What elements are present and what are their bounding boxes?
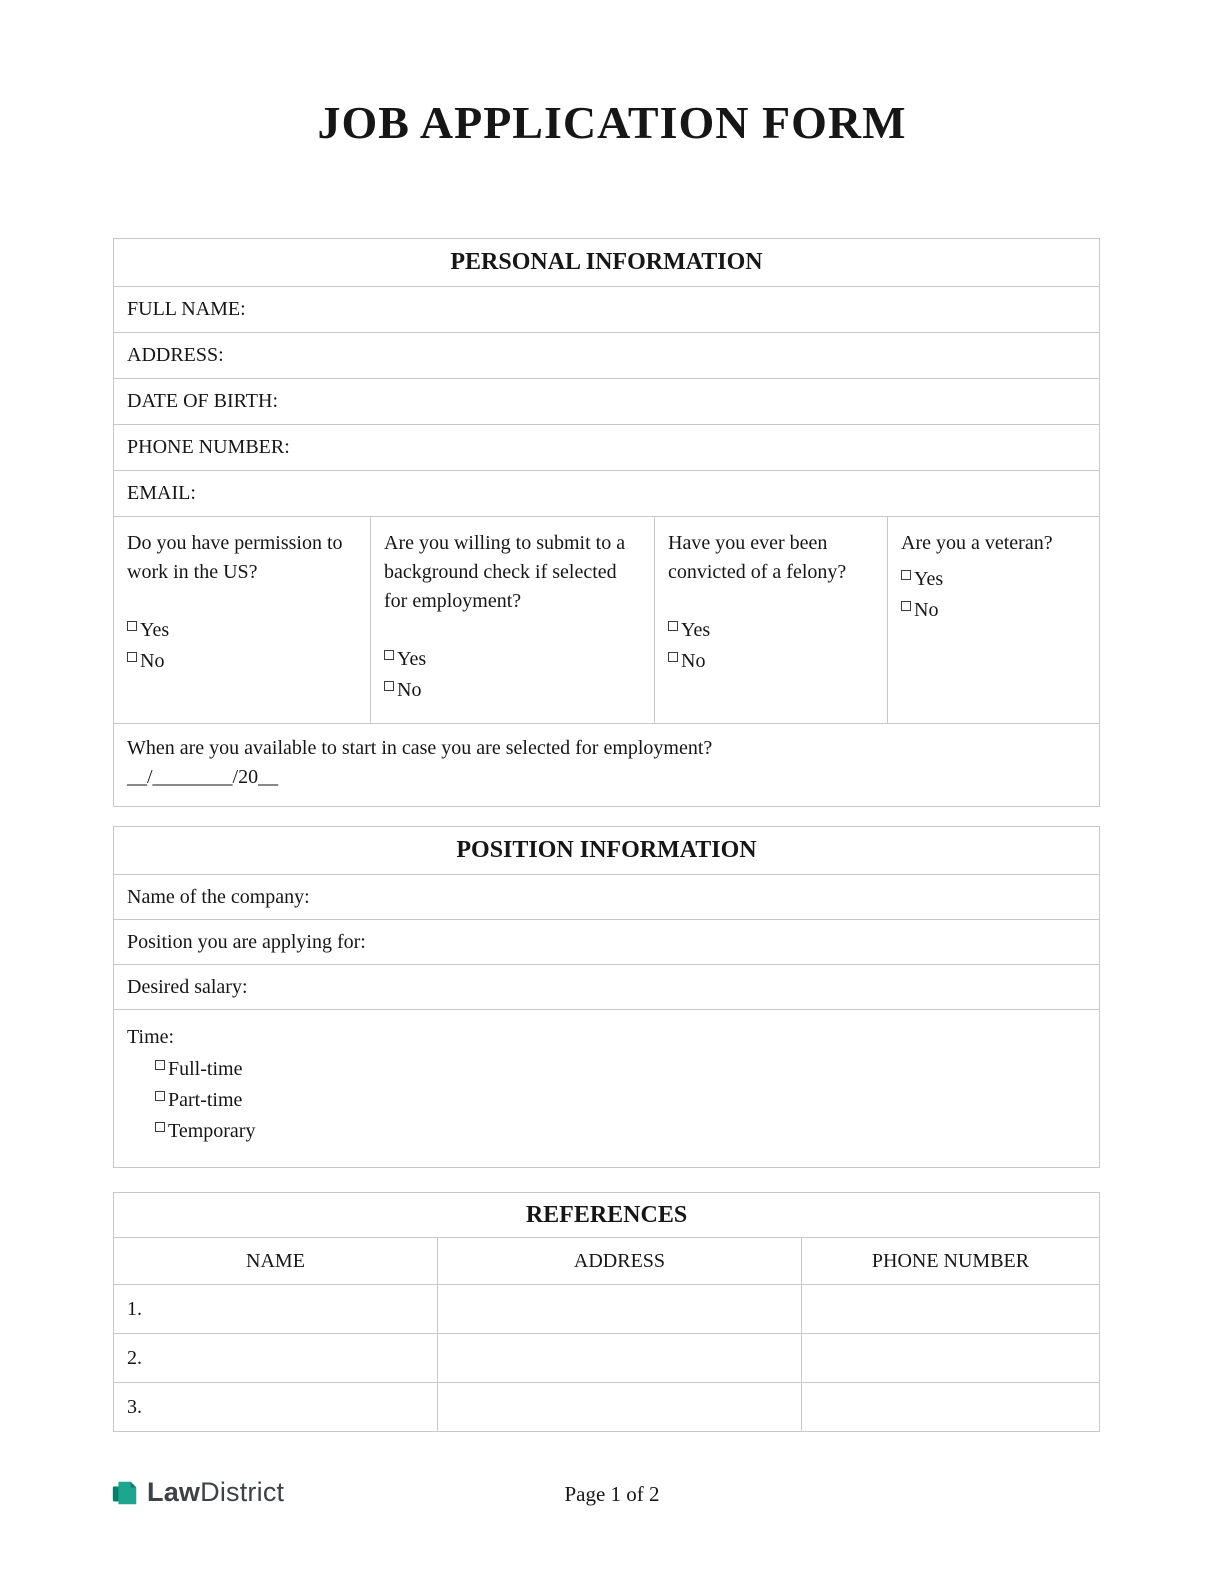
field-label: Position you are applying for: (127, 930, 366, 953)
field-position-applying[interactable] (114, 919, 1099, 964)
checkbox-felony-no[interactable] (668, 652, 678, 662)
page-title: JOB APPLICATION FORM (317, 97, 907, 148)
page-number: Page 1 of 2 (564, 1482, 660, 1506)
reference-number-cell[interactable] (114, 1285, 437, 1333)
checkbox-background-check-yes[interactable] (384, 650, 394, 660)
personal-information-header: PERSONAL INFORMATION (450, 249, 763, 275)
reference-phone-cell[interactable] (801, 1285, 1099, 1333)
question-work-permission (114, 517, 370, 723)
reference-row-1 (114, 1284, 1099, 1333)
availability-date-blank: __/________/20__ (127, 766, 279, 788)
reference-address-cell[interactable] (437, 1285, 801, 1333)
availability-question: When are you available to start in case you are selected for employment? (127, 737, 713, 759)
option-label: No (397, 679, 422, 701)
option-label: Yes (681, 619, 711, 641)
eligibility-questions-row (114, 516, 1099, 723)
field-label: PHONE NUMBER: (127, 436, 290, 458)
field-address[interactable] (114, 332, 1099, 378)
field-company-name[interactable] (114, 874, 1099, 919)
reference-row-3 (114, 1382, 1099, 1431)
field-label: FULL NAME: (127, 298, 246, 320)
availability-row[interactable] (114, 723, 1099, 806)
column-header-phone: PHONE NUMBER (801, 1238, 1099, 1284)
checkbox-part-time[interactable] (155, 1091, 165, 1101)
question-background-check (370, 517, 654, 723)
position-information-header: POSITION INFORMATION (456, 837, 757, 863)
field-label: EMAIL: (127, 482, 196, 504)
reference-number-cell[interactable] (114, 1334, 437, 1382)
checkbox-work-permission-no[interactable] (127, 652, 137, 662)
time-label: Time: (127, 1026, 175, 1048)
question-text: Are you willing to submit to a background check if selected for employment? (384, 532, 626, 612)
field-full-name[interactable] (114, 286, 1099, 332)
option-label: Yes (397, 648, 427, 670)
field-desired-salary[interactable] (114, 964, 1099, 1009)
option-label: Part-time (168, 1089, 243, 1111)
option-label: Yes (140, 619, 170, 641)
option-label: Full-time (168, 1058, 243, 1080)
references-table (113, 1192, 1100, 1432)
row-number: 2. (127, 1346, 142, 1369)
field-label: Name of the company: (127, 885, 310, 908)
question-text: Have you ever been convicted of a felony? (668, 532, 847, 583)
checkbox-veteran-no[interactable] (901, 601, 911, 611)
column-header-name: NAME (246, 1249, 305, 1272)
position-information-table (113, 826, 1100, 1168)
option-label: Temporary (168, 1120, 256, 1142)
question-text: Do you have permission to work in the US? (127, 532, 343, 583)
time-row (114, 1009, 1099, 1167)
personal-information-table (113, 238, 1100, 807)
field-label: Desired salary: (127, 975, 248, 998)
question-felony (654, 517, 887, 723)
row-number: 3. (127, 1395, 142, 1418)
question-veteran (887, 517, 1099, 723)
field-phone-number[interactable] (114, 424, 1099, 470)
reference-number-cell[interactable] (114, 1383, 437, 1431)
option-label: No (914, 599, 939, 621)
option-label: No (681, 650, 706, 672)
checkbox-felony-yes[interactable] (668, 621, 678, 631)
checkbox-full-time[interactable] (155, 1060, 165, 1070)
brand-district: District (200, 1477, 285, 1507)
field-email[interactable] (114, 470, 1099, 516)
option-label: Yes (914, 568, 944, 590)
reference-phone-cell[interactable] (801, 1383, 1099, 1431)
references-column-header-row (114, 1237, 1099, 1284)
field-date-of-birth[interactable] (114, 378, 1099, 424)
checkbox-background-check-no[interactable] (384, 681, 394, 691)
checkbox-temporary[interactable] (155, 1122, 165, 1132)
brand-law: Law (147, 1477, 201, 1507)
checkbox-work-permission-yes[interactable] (127, 621, 137, 631)
reference-address-cell[interactable] (437, 1383, 801, 1431)
reference-address-cell[interactable] (437, 1334, 801, 1382)
option-label: No (140, 650, 165, 672)
row-number: 1. (127, 1297, 142, 1320)
field-label: DATE OF BIRTH: (127, 390, 279, 412)
question-text: Are you a veteran? (901, 532, 1053, 554)
reference-row-2 (114, 1333, 1099, 1382)
field-label: ADDRESS: (127, 344, 224, 366)
references-header: REFERENCES (525, 1201, 688, 1228)
reference-phone-cell[interactable] (801, 1334, 1099, 1382)
checkbox-veteran-yes[interactable] (901, 570, 911, 580)
column-header-address: ADDRESS (437, 1238, 801, 1284)
